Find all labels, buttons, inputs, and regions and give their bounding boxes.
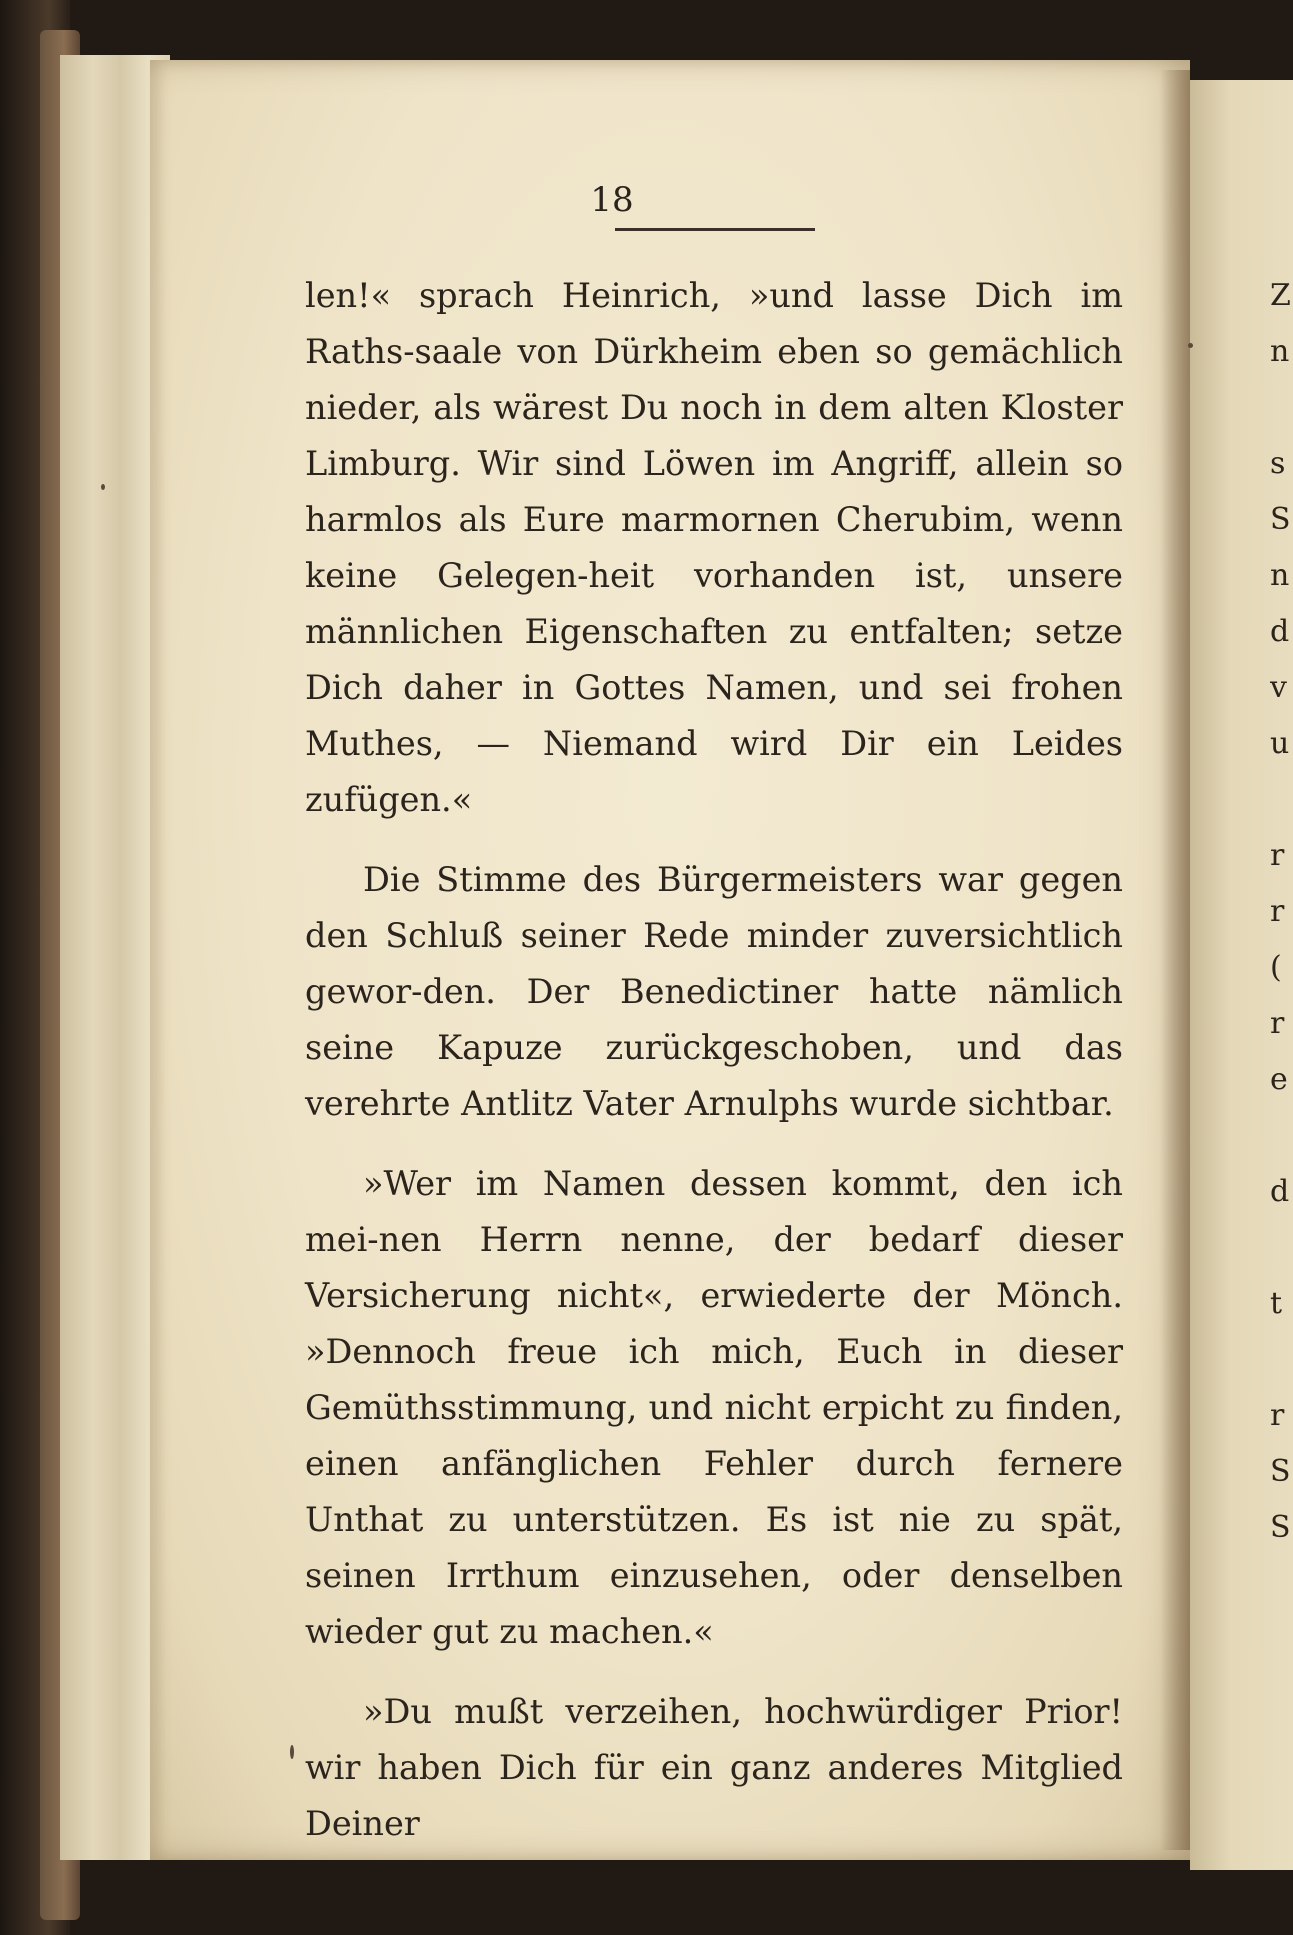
facing-page-letter: S xyxy=(1270,1510,1291,1545)
facing-page-letter: r xyxy=(1270,1006,1285,1041)
facing-page-letter xyxy=(1270,380,1293,436)
facing-page-letter: S xyxy=(1270,502,1291,537)
paragraph-3: »Wer im Namen dessen kommt, den ich mei-nen Herrn nenne, der bedarf dieser Versicherung nicht«, erwiederte der Mönch. »Dennoch freue ich mich, Euch in dieser Gemüthsstimmung, und nicht erpicht zu finden, einen anfänglichen Fehler durch fernere Unthat zu unterstützen. Es ist nie zu spät, seinen Irrthum einzusehen, oder denselben wieder gut zu machen.« xyxy=(305,1164,1123,1651)
facing-page-letter: n xyxy=(1270,558,1290,593)
facing-page-letter xyxy=(1270,772,1293,828)
facing-page-letter: ( xyxy=(1270,950,1282,985)
facing-page-letter: r xyxy=(1270,838,1285,873)
facing-page-letter: e xyxy=(1270,1062,1288,1097)
facing-page-letter: d xyxy=(1270,1174,1290,1209)
facing-page-letter: v xyxy=(1270,670,1287,705)
facing-page-letter: t xyxy=(1270,1286,1283,1321)
facing-page-letter: r xyxy=(1270,1398,1285,1433)
facing-page-letter: n xyxy=(1270,334,1290,369)
page-number: 18 xyxy=(590,180,634,220)
header-rule xyxy=(615,228,815,231)
paper-speck xyxy=(1188,343,1193,348)
facing-page-text xyxy=(1270,268,1293,1556)
facing-page-letter: Z xyxy=(1270,278,1291,313)
facing-page-letter: r xyxy=(1270,894,1285,929)
facing-page-letter: S xyxy=(1270,1454,1291,1489)
facing-page-letter: d xyxy=(1270,614,1290,649)
paper-speck xyxy=(101,484,105,490)
facing-page-letter xyxy=(1270,1332,1293,1388)
facing-page-letter xyxy=(1270,1220,1293,1276)
facing-page-letter: s xyxy=(1270,446,1286,481)
paragraph-4: »Du mußt verzeihen, hochwürdiger Prior! wir haben Dich für ein ganz anderes Mitglied Deiner xyxy=(305,1692,1123,1843)
book-gutter xyxy=(1160,70,1190,1850)
paragraph-2: Die Stimme des Bürgermeisters war gegen den Schluß seiner Rede minder zuversichtlich gewor-den. Der Benedictiner hatte nämlich seine Kapuze zurückgeschoben, und das verehrte Antlitz Vater Arnulphs wurde sichtbar. xyxy=(305,860,1123,1123)
body-text xyxy=(305,268,1123,1876)
paragraph-1: len!« sprach Heinrich, »und lasse Dich im Raths-saale von Dürkheim eben so gemächlich nieder, als wärest Du noch in dem alten Kloster Limburg. Wir sind Löwen im Angriff, allein so harmlos als Eure marmornen Cherubim, wenn keine Gelegen-heit vorhanden ist, unsere männlichen Eigenschaften zu entfalten; setze Dich daher in Gottes Namen, und sei frohen Muthes, — Niemand wird Dir ein Leides zufügen.« xyxy=(305,276,1123,819)
facing-page-letter xyxy=(1270,1108,1293,1164)
paper-speck xyxy=(290,1745,294,1759)
facing-page-letter: u xyxy=(1270,726,1290,761)
